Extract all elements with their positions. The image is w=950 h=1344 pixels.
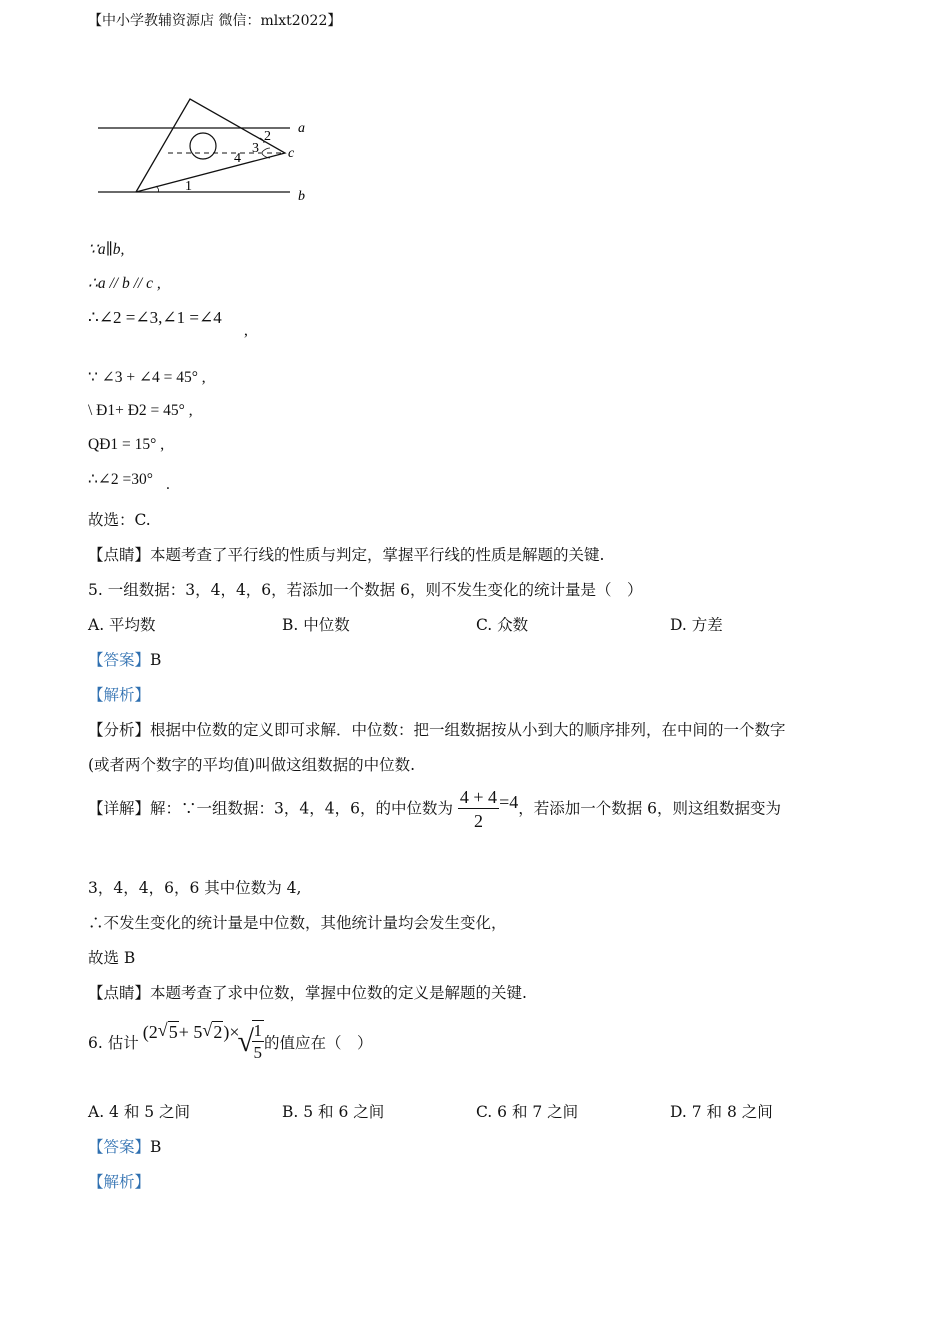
q6-option-d[interactable]: D. 7 和 8 之间	[670, 1103, 773, 1121]
fraction-numerator: 4 + 4	[459, 787, 498, 807]
comment-tag: 【点睛】	[88, 546, 151, 564]
sqrt-5: √ 5	[157, 1020, 178, 1042]
sqrt-2: √ 2	[202, 1020, 223, 1042]
answer-value: B	[150, 651, 162, 669]
fenxi-text: 根据中位数的定义即可求解．中位数：把一组数据按从小到大的顺序排列，在中间的一个数字	[150, 721, 786, 739]
angle-3: 3	[252, 141, 259, 156]
proof-line-1: ∵a∥b,	[88, 241, 125, 258]
fraction-result: =4	[499, 791, 519, 812]
q6-answer	[88, 1135, 161, 1157]
proof-line-4: ∵ ∠3 + ∠4 = 45° ,	[88, 369, 206, 386]
q5-option-b[interactable]: B. 中位数	[282, 616, 350, 634]
proof-line-3: ∴∠2 =∠3,∠1 =∠4	[88, 308, 222, 327]
answer-tag: 【答案】	[88, 651, 151, 669]
fraction-denominator: 2	[473, 811, 483, 831]
q5-option-a[interactable]: A. 平均数	[88, 616, 156, 634]
q5-option-c[interactable]: C. 众数	[476, 616, 529, 634]
q5-fenxi-line1	[88, 718, 786, 740]
expr-part-c: )×	[223, 1021, 240, 1042]
comment-tag: 【点睛】	[88, 984, 151, 1002]
angle-2: 2	[264, 129, 271, 144]
q6-analysis-tag: 【解析】	[88, 1173, 151, 1191]
angle-1: 1	[185, 179, 192, 194]
q6-option-b[interactable]: B. 5 和 6 之间	[282, 1103, 385, 1121]
proof-line-6: QÐ1 = 15° ,	[88, 436, 165, 453]
q6-option-c[interactable]: C. 6 和 7 之间	[476, 1103, 579, 1121]
label-a: a	[298, 121, 305, 136]
answer-value: B	[150, 1138, 162, 1156]
q5-option-d[interactable]: D. 方差	[670, 616, 723, 634]
comment-text: 本题考查了平行线的性质与判定，掌握平行线的性质是解题的关键.	[150, 546, 605, 564]
proof-line-5: \ Ð1+ Ð2 = 45° ,	[88, 402, 193, 419]
q6-stem-pre: 6. 估计	[88, 1034, 139, 1052]
q5-line-a: 3，4，4，6，6 其中位数为 4,	[88, 879, 302, 897]
q5-xiangjie	[88, 786, 781, 833]
sqrt-fraction-denominator: 5	[253, 1043, 263, 1062]
q5-fenxi-line2: (或者两个数字的平均值)叫做这组数据的中位数.	[88, 756, 416, 774]
angle-4: 4	[234, 151, 241, 166]
q5-stem: 5. 一组数据：3，4，4，6，若添加一个数据 6，则不发生变化的统计量是（ ）	[88, 581, 643, 599]
xiangjie-pre: 解：∵一组数据：3，4，4，6，的中位数为	[150, 799, 453, 818]
q6-stem	[88, 1016, 373, 1068]
xiangjie-tag: 【详解】	[88, 799, 151, 818]
q5-analysis-tag: 【解析】	[88, 686, 151, 704]
q5-line-b: ∴不发生变化的统计量是中位数，其他统计量均会发生变化，	[88, 914, 507, 932]
q4-choice: 故选：C.	[88, 511, 151, 529]
q5-line-c: 故选 B	[88, 949, 136, 967]
median-fraction	[458, 786, 499, 833]
parallel-lines-figure	[90, 90, 330, 215]
expr-part-a: (2	[142, 1021, 158, 1042]
q5-answer	[88, 648, 161, 670]
q6-stem-post: 的值应在（ ）	[264, 1034, 373, 1052]
xiangjie-post: ，若添加一个数据 6，则这组数据变为	[518, 799, 782, 818]
proof-line-3-tail: ,	[244, 322, 248, 339]
comment-text: 本题考查了求中位数，掌握中位数的定义是解题的关键.	[150, 984, 527, 1002]
page-header: 【中小学教辅资源店 微信：mlxt2022】	[88, 13, 342, 29]
proof-line-7-tail: .	[166, 476, 170, 493]
proof-line-7: ∴∠2 =30°	[88, 471, 153, 488]
label-b: b	[298, 189, 305, 204]
q6-expression	[143, 1021, 240, 1043]
label-c: c	[288, 146, 295, 161]
sqrt-fraction-numerator: 1	[253, 1021, 263, 1040]
q4-comment	[88, 543, 604, 565]
answer-tag: 【答案】	[88, 1138, 151, 1156]
fenxi-tag: 【分析】	[88, 721, 151, 739]
q6-option-a[interactable]: A. 4 和 5 之间	[88, 1103, 191, 1121]
q5-comment	[88, 981, 527, 1003]
proof-line-2: ∴a // b // c ,	[88, 275, 161, 292]
expr-part-b: + 5	[178, 1021, 203, 1042]
sqrt-one-fifth: √ 1 5	[237, 1021, 263, 1062]
